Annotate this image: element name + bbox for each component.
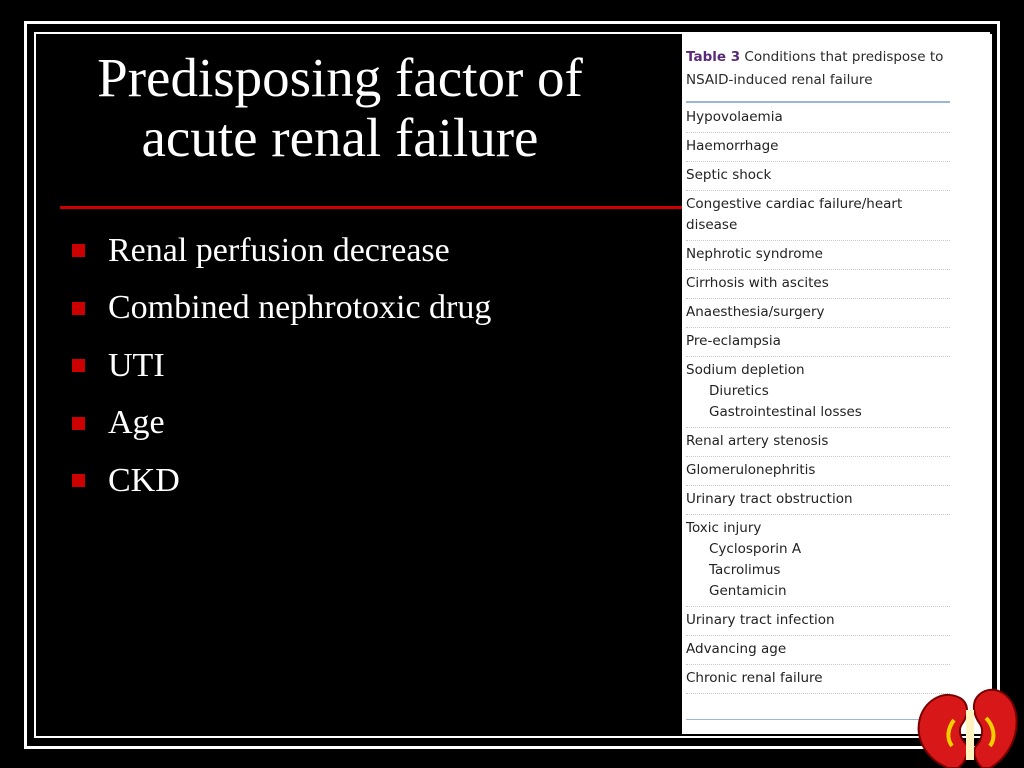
bullet-square-icon [72,302,85,315]
table-row-sublabel: Gastrointestinal losses [709,404,862,420]
bullet-text: Renal perfusion decrease [108,231,450,269]
bullet-item [72,452,491,510]
table-header-rule [686,101,950,103]
table-row [686,428,950,457]
table-row-label: Chronic renal failure [686,670,823,686]
table-row-sublabel: Diuretics [709,383,769,399]
table-row-sublabel: Gentamicin [709,583,787,599]
title-line-2: acute renal failure [141,107,539,168]
bullet-text: Combined nephrotoxic drug [108,289,492,327]
kidney-icon [908,680,1024,768]
table-row-label: Hypovolaemia [686,109,783,125]
table-caption-text: Conditions that predispose to NSAID-induced renal failure [686,49,944,88]
bullet-item [72,222,491,280]
table-row [686,191,950,241]
table-row-label: Urinary tract obstruction [686,491,853,507]
bullet-list [72,222,491,510]
table-row-label: Renal artery stenosis [686,433,829,449]
table-row [686,607,950,636]
table-row-label: Nephrotic syndrome [686,246,823,262]
table-label: Table 3 [686,49,741,65]
table-panel [682,34,992,734]
table-row-label: Anaesthesia/surgery [686,304,825,320]
slide-title [40,48,640,168]
bullet-item [72,280,491,338]
table-row-label: Sodium depletion [686,362,805,378]
table-row-label: Advancing age [686,641,787,657]
bullet-item [72,337,491,395]
table-row-label: Septic shock [686,167,772,183]
table-row-label: Glomerulonephritis [686,462,816,478]
table-row-label: Congestive cardiac failure/heart disease [686,196,903,233]
table-row [686,515,950,607]
table-row [686,162,950,191]
table-row [686,104,950,133]
table-row-sublabel: Cyclosporin A [709,541,802,557]
bullet-text: CKD [108,461,180,499]
table-rows [686,104,950,694]
table-caption [686,46,948,92]
table-row-label: Urinary tract infection [686,612,835,628]
title-line-1: Predisposing factor of [97,47,583,108]
bullet-square-icon [72,359,85,372]
table-row-label: Pre-eclampsia [686,333,781,349]
bullet-square-icon [72,244,85,257]
table-row [686,357,950,428]
table-row [686,241,950,270]
table-row [686,133,950,162]
bullet-square-icon [72,474,85,487]
table-row [686,486,950,515]
bullet-item [72,395,491,453]
table-row-sublabel: Tacrolimus [709,562,781,578]
table-row [686,270,950,299]
title-divider [60,206,682,209]
table-row-label: Haemorrhage [686,138,779,154]
table-row-label: Toxic injury [686,520,762,536]
table-row [686,328,950,357]
table-row [686,457,950,486]
table-row [686,636,950,665]
bullet-text: UTI [108,346,165,384]
bullet-text: Age [108,404,165,442]
bullet-square-icon [72,417,85,430]
table-row-label: Cirrhosis with ascites [686,275,829,291]
table-row [686,299,950,328]
